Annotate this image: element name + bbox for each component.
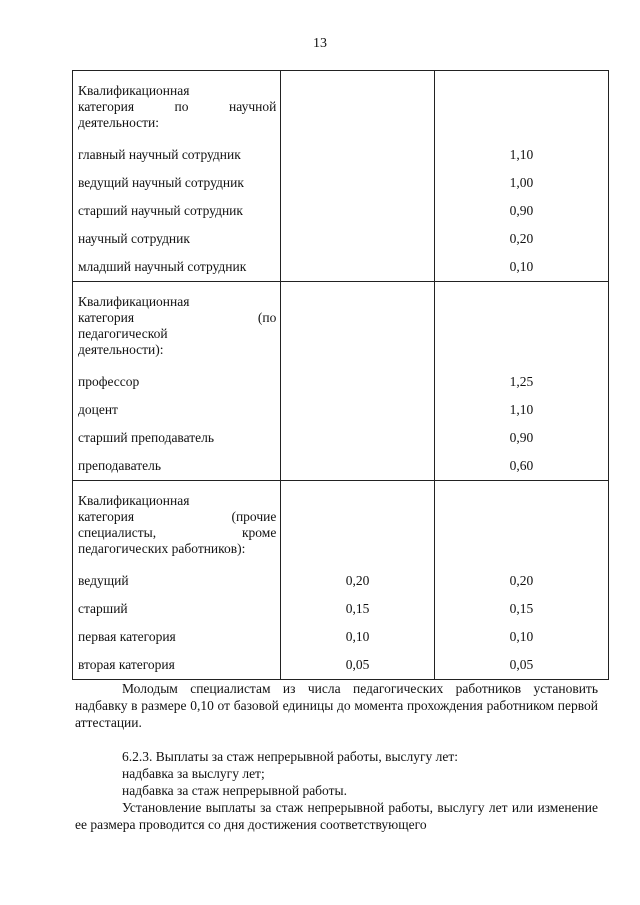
position-name-cell bbox=[73, 225, 281, 253]
coefficient-b-cell bbox=[434, 424, 608, 452]
position-name: младший научный сотрудник bbox=[78, 259, 247, 274]
position-name: первая категория bbox=[78, 629, 176, 644]
page-number: 13 bbox=[313, 36, 327, 51]
group-header-cell bbox=[73, 282, 281, 369]
table-row bbox=[73, 651, 609, 680]
paragraph-young-specialists: Молодым специалистам из числа педагогических работников установить надбавку в размере 0,10 от базовой единицы до момента прохождения работником первой аттестации. bbox=[75, 681, 598, 730]
table-row bbox=[73, 567, 609, 595]
position-name: ведущий научный сотрудник bbox=[78, 175, 244, 190]
coefficient-value: 0,05 bbox=[509, 657, 534, 672]
group-header-cell bbox=[73, 481, 281, 568]
table-row bbox=[73, 623, 609, 651]
coefficient-value: 0,20 bbox=[345, 573, 370, 588]
group-header-line: категория по научной bbox=[78, 99, 277, 114]
empty-cell bbox=[434, 481, 608, 568]
table-row bbox=[73, 225, 609, 253]
coefficient-b-cell bbox=[434, 567, 608, 595]
coefficient-value: 0,90 bbox=[509, 430, 534, 445]
position-name: главный научный сотрудник bbox=[78, 147, 241, 162]
table-row bbox=[73, 452, 609, 481]
group-header-cell bbox=[73, 71, 281, 142]
group-header-line: Квалификационная bbox=[78, 294, 190, 309]
position-name: ведущий bbox=[78, 573, 129, 588]
table-row bbox=[73, 253, 609, 282]
coefficient-a-cell bbox=[281, 651, 435, 680]
position-name-cell bbox=[73, 141, 281, 169]
paragraph-establishment: Установление выплаты за стаж непрерывной работы, выслугу лет или изменение ее размера проводится со дня достижения соответствующего bbox=[75, 800, 598, 832]
table-row bbox=[73, 595, 609, 623]
empty-cell bbox=[434, 71, 608, 142]
coefficient-value: 0,10 bbox=[509, 629, 534, 644]
coefficient-a-cell bbox=[281, 567, 435, 595]
coefficient-table bbox=[72, 70, 609, 680]
coefficient-a-cell bbox=[281, 225, 435, 253]
coefficient-b-cell bbox=[434, 368, 608, 396]
table-group-header-row bbox=[73, 282, 609, 369]
position-name-cell bbox=[73, 651, 281, 680]
position-name-cell bbox=[73, 253, 281, 282]
table-row bbox=[73, 197, 609, 225]
coefficient-value: 0,15 bbox=[509, 601, 534, 616]
position-name-cell bbox=[73, 368, 281, 396]
coefficient-value: 1,10 bbox=[509, 147, 534, 162]
coefficient-value bbox=[281, 396, 434, 402]
table-row bbox=[73, 169, 609, 197]
coefficient-value bbox=[281, 225, 434, 231]
position-name: старший научный сотрудник bbox=[78, 203, 243, 218]
coefficient-value: 0,10 bbox=[509, 259, 534, 274]
group-header-line: деятельности): bbox=[78, 342, 164, 357]
position-name-cell bbox=[73, 197, 281, 225]
paragraph-section-6-2-3: 6.2.3. Выплаты за стаж непрерывной работы, выслугу лет: bbox=[122, 749, 459, 764]
position-name-cell bbox=[73, 424, 281, 452]
coefficient-a-cell bbox=[281, 141, 435, 169]
position-name: профессор bbox=[78, 374, 140, 389]
body-text bbox=[75, 680, 598, 833]
coefficient-a-cell bbox=[281, 253, 435, 282]
group-header-line: Квалификационная bbox=[78, 83, 190, 98]
paragraph-continuous-service-allowance: надбавка за стаж непрерывной работы. bbox=[122, 783, 347, 798]
coefficient-value: 1,00 bbox=[509, 175, 534, 190]
coefficient-value bbox=[281, 452, 434, 458]
table-row bbox=[73, 424, 609, 452]
coefficient-value bbox=[281, 253, 434, 259]
position-name: вторая категория bbox=[78, 657, 175, 672]
empty-cell bbox=[281, 282, 435, 369]
coefficient-b-cell bbox=[434, 253, 608, 282]
table-row bbox=[73, 396, 609, 424]
group-header-line: категория (прочие bbox=[78, 509, 277, 524]
paragraph-seniority-allowance: надбавка за выслугу лет; bbox=[122, 766, 265, 781]
coefficient-value bbox=[281, 424, 434, 430]
coefficient-value: 0,10 bbox=[345, 629, 370, 644]
coefficient-value bbox=[281, 169, 434, 175]
table-row bbox=[73, 368, 609, 396]
coefficient-b-cell bbox=[434, 623, 608, 651]
position-name-cell bbox=[73, 169, 281, 197]
group-header-line: категория (по bbox=[78, 310, 277, 325]
coefficient-value: 1,10 bbox=[509, 402, 534, 417]
coefficient-value: 1,25 bbox=[509, 374, 534, 389]
position-name: преподаватель bbox=[78, 458, 162, 473]
coefficient-b-cell bbox=[434, 595, 608, 623]
table-group-header-row bbox=[73, 71, 609, 142]
position-name-cell bbox=[73, 452, 281, 481]
position-name-cell bbox=[73, 595, 281, 623]
coefficient-value bbox=[281, 141, 434, 147]
coefficient-a-cell bbox=[281, 595, 435, 623]
position-name-cell bbox=[73, 623, 281, 651]
group-header-line: педагогических работников): bbox=[78, 541, 246, 556]
coefficient-a-cell bbox=[281, 368, 435, 396]
coefficient-b-cell bbox=[434, 651, 608, 680]
coefficient-value bbox=[281, 368, 434, 374]
coefficient-value: 0,15 bbox=[345, 601, 370, 616]
coefficient-value bbox=[281, 197, 434, 203]
position-name: доцент bbox=[78, 402, 118, 417]
position-name-cell bbox=[73, 396, 281, 424]
empty-cell bbox=[281, 71, 435, 142]
coefficient-value: 0,60 bbox=[509, 458, 534, 473]
table-group-header-row bbox=[73, 481, 609, 568]
coefficient-a-cell bbox=[281, 424, 435, 452]
position-name: старший bbox=[78, 601, 128, 616]
coefficient-a-cell bbox=[281, 197, 435, 225]
coefficient-b-cell bbox=[434, 169, 608, 197]
coefficient-b-cell bbox=[434, 225, 608, 253]
group-header-line: деятельности: bbox=[78, 115, 160, 130]
group-header-line: педагогической bbox=[78, 326, 168, 341]
coefficient-b-cell bbox=[434, 197, 608, 225]
coefficient-value: 0,90 bbox=[509, 203, 534, 218]
position-name-cell bbox=[73, 567, 281, 595]
position-name: научный сотрудник bbox=[78, 231, 190, 246]
empty-cell bbox=[281, 481, 435, 568]
position-name: старший преподаватель bbox=[78, 430, 215, 445]
group-header-line: специалисты, кроме bbox=[78, 525, 277, 540]
coefficient-value: 0,20 bbox=[509, 231, 534, 246]
coefficient-a-cell bbox=[281, 396, 435, 424]
coefficient-value: 0,05 bbox=[345, 657, 370, 672]
coefficient-a-cell bbox=[281, 169, 435, 197]
table-row bbox=[73, 141, 609, 169]
coefficient-a-cell bbox=[281, 623, 435, 651]
coefficient-b-cell bbox=[434, 396, 608, 424]
coefficient-b-cell bbox=[434, 452, 608, 481]
coefficient-b-cell bbox=[434, 141, 608, 169]
group-header-line: Квалификационная bbox=[78, 493, 190, 508]
empty-cell bbox=[434, 282, 608, 369]
coefficient-value: 0,20 bbox=[509, 573, 534, 588]
coefficient-a-cell bbox=[281, 452, 435, 481]
